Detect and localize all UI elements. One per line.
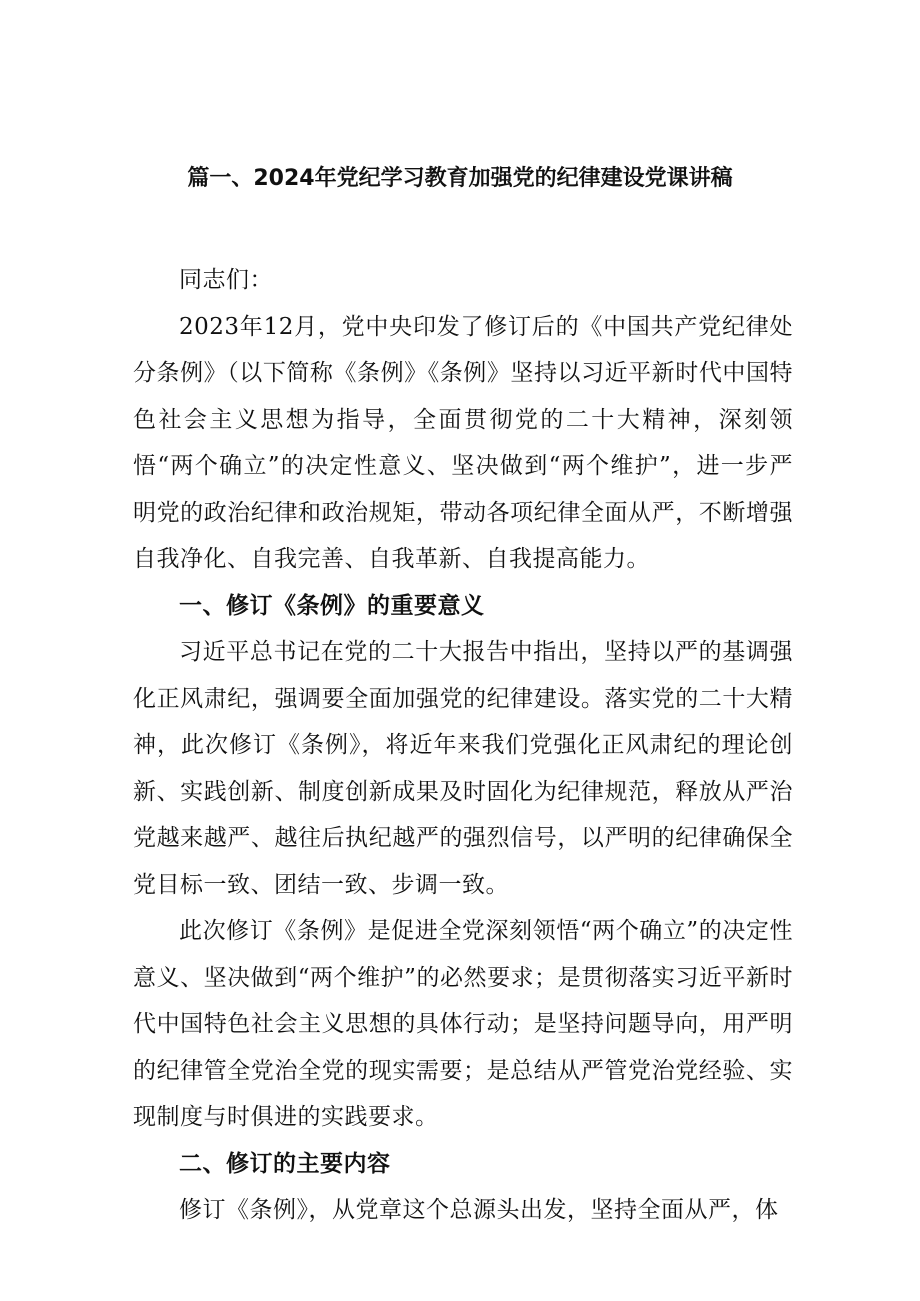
section-heading-significance: 一、修订《条例》的重要意义 <box>179 592 485 619</box>
section-heading-content: 二、修订的主要内容 <box>179 1150 391 1177</box>
paragraph-content-1: 修订《条例》，从党章这个总源头出发，坚持全面从严，体 <box>179 1197 779 1223</box>
paragraph-significance-2: 此次修订《条例》是促进全党深刻领悟“两个确立”的决定性意义、坚决做到“两个维护”的必然要求；是贯彻落实习近平新时代中国特色社会主义思想的具体行动；是坚持问题导向，用严明的纪律管全党治全党的现实需要；是总结从严管党治党经验、实现制度与时俱进的实践要求。 <box>133 918 793 1130</box>
salutation: 同志们： <box>179 267 273 293</box>
document-body <box>133 257 793 1234</box>
paragraph-intro: 2023年12月，党中央印发了修订后的《中国共产党纪律处分条例》（以下简称《条例》《条例》坚持以习近平新时代中国特色社会主义思想为指导，全面贯彻党的二十大精神，深刻领悟“两个确立”的决定性意义、坚决做到“两个维护”，进一步严明党的政治纪律和政治规矩，带动各项纪律全面从严，不断增强自我净化、自我完善、自我革新、自我提高能力。 <box>133 313 793 572</box>
document-title: 篇一、2024年党纪学习教育加强党的纪律建设党课讲稿 <box>187 166 733 191</box>
paragraph-significance-1: 习近平总书记在党的二十大报告中指出，坚持以严的基调强化正风肃纪，强调要全面加强党的纪律建设。落实党的二十大精神，此次修订《条例》，将近年来我们党强化正风肃纪的理论创新、实践创新、制度创新成果及时固化为纪律规范，释放从严治党越来越严、越往后执纪越严的强烈信号，以严明的纪律确保全党目标一致、团结一致、步调一致。 <box>133 639 793 898</box>
